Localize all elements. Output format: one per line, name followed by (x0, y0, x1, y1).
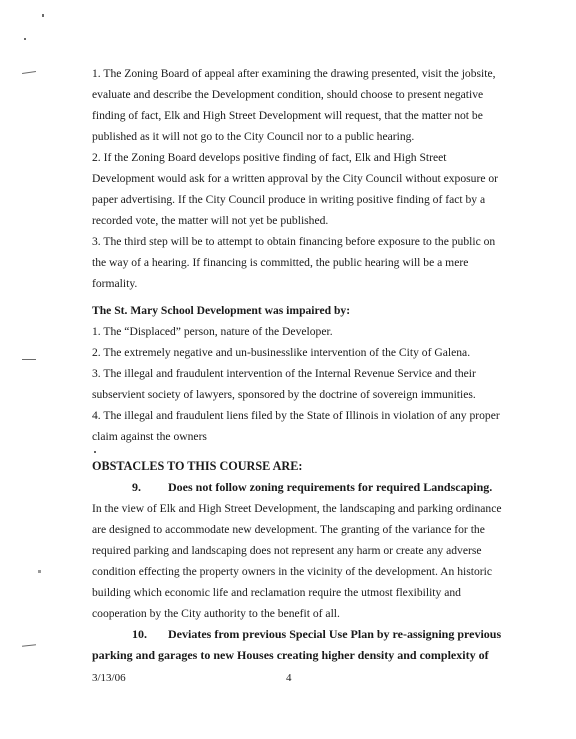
item-number: 10. (132, 627, 147, 641)
scan-mark (24, 38, 26, 40)
obstacles-section (92, 456, 502, 666)
steps-paragraphs (92, 63, 502, 294)
list-item: claim against the owners (92, 430, 207, 443)
text-line: Development would ask for a written approval by the City Council without exposure or (92, 172, 499, 185)
scan-mark (22, 71, 36, 74)
item-9-heading (92, 477, 502, 498)
item-title-continued: parking and garages to new Houses creating higher density and complexity of (92, 648, 489, 662)
list-item: subservient society of lawyers, sponsored by the doctrine of sovereign immunities. (92, 388, 476, 401)
text-line: 1. The Zoning Board of appeal after examining the drawing presented, visit the jobsite, (92, 67, 496, 80)
scan-mark (22, 644, 36, 646)
text-line: condition effecting the property owners in the vicinity of the development. An historic (92, 565, 492, 578)
text-line: recorded vote, the matter will not yet be published. (92, 214, 329, 227)
item-title: Deviates from previous Special Use Plan by re-assigning previous (168, 627, 502, 641)
text-line: the way of a hearing. If financing is committed, the public hearing will be a mere (92, 256, 469, 269)
list-item: 4. The illegal and fraudulent liens filed by the State of Illinois in violation of any proper (92, 409, 500, 422)
item-title: Does not follow zoning requirements for required Landscaping. (168, 480, 493, 494)
page-number: 4 (286, 672, 292, 684)
impaired-section (92, 300, 502, 447)
list-item: 3. The illegal and fraudulent intervention of the Internal Revenue Service and their (92, 367, 476, 380)
text-line: formality. (92, 277, 138, 290)
text-line: cooperation by the City authority to the benefit of all. (92, 607, 340, 620)
text-line: required parking and landscaping does not represent any harm or create any adverse (92, 544, 482, 557)
text-line: In the view of Elk and High Street Development, the landscaping and parking ordinance (92, 502, 502, 515)
text-line: building which economic life and reclamation require the utmost flexibility and (92, 586, 461, 599)
footer-date: 3/13/06 (92, 672, 126, 684)
item-10-heading (92, 624, 502, 645)
section-heading: The St. Mary School Development was impaired by: (92, 304, 351, 317)
text-line: are designed to accommodate new development. The granting of the variance for the (92, 523, 485, 536)
text-line: evaluate and describe the Development condition, should choose to present negative (92, 88, 484, 101)
section-heading: OBSTACLES TO THIS COURSE ARE: (92, 459, 303, 473)
scan-mark (42, 14, 44, 17)
text-line: published as it will not go to the City Council nor to a public hearing. (92, 130, 415, 143)
list-item: 1. The “Displaced” person, nature of the Developer. (92, 325, 333, 338)
scan-mark (38, 570, 41, 573)
text-line: 3. The third step will be to attempt to obtain financing before exposure to the public on (92, 235, 496, 248)
text-line: finding of fact, Elk and High Street Development will request, that the matter not be (92, 109, 483, 122)
list-item: 2. The extremely negative and un-businesslike intervention of the City of Galena. (92, 346, 471, 359)
text-line: paper advertising. If the City Council produce in writing positive finding of fact by a (92, 193, 486, 206)
item-number: 9. (132, 480, 141, 494)
text-line: 2. If the Zoning Board develops positive finding of fact, Elk and High Street (92, 151, 447, 164)
stray-dot (94, 451, 96, 453)
scan-mark (22, 359, 36, 360)
